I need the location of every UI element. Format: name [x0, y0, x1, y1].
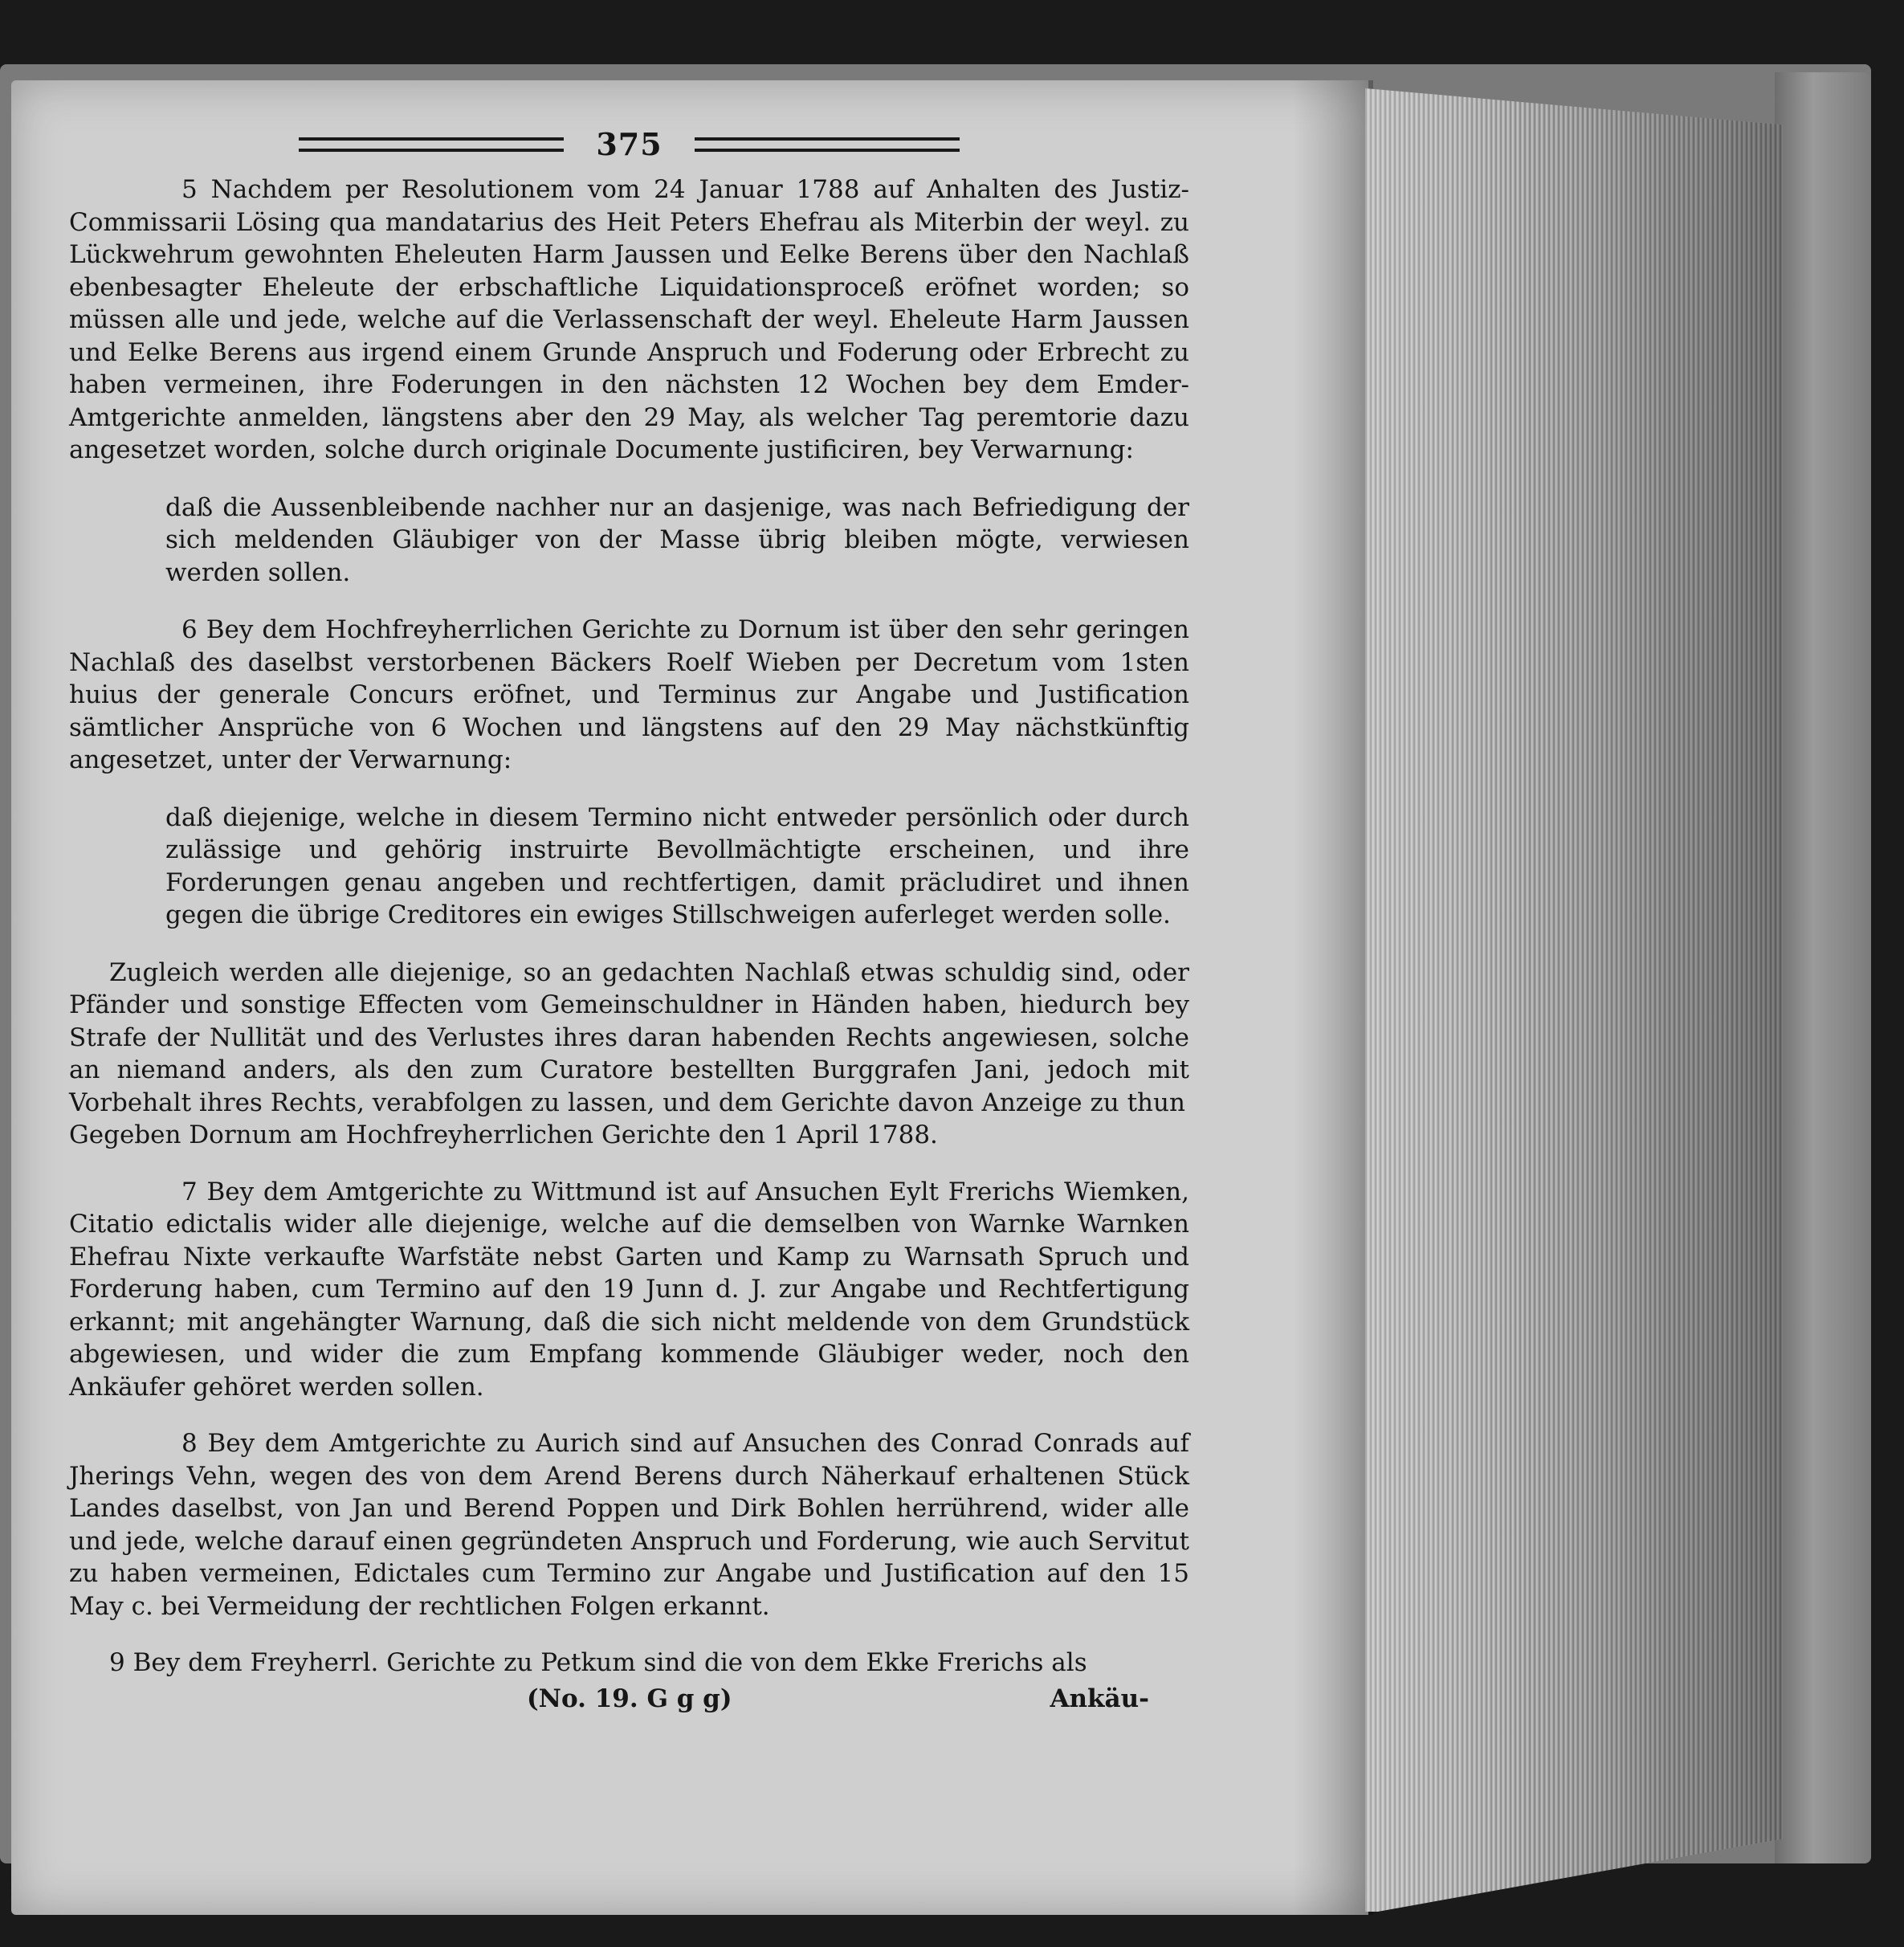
catchword: Ankäu- [1050, 1684, 1149, 1713]
gutter-shadow [1293, 80, 1373, 1915]
page-text-block [69, 120, 1189, 1715]
page-footer [69, 1683, 1189, 1716]
header-rule-left [299, 137, 564, 152]
notice-8-body: 8 Bey dem Amtgerichte zu Aurich sind auf Ansuchen des Conrad Conrads auf Jherings Vehn, wegen des von dem Arend Berens durch Näherkauf erhaltenen Stück Landes daselbst, von Jan und Berend Poppen und Dirk Bohlen herrührend, wider alle und jede, welche darauf einen gegründeten Anspruch und Forderung, wie auch Servitut zu haben vermeinen, Edictales cum Termino zur Angabe und Justification auf den 15 May c. bei Vermeidung der rechtlichen Folgen erkannt. [69, 1429, 1189, 1621]
header-rule-right [695, 137, 960, 152]
book-cover-edge [1775, 72, 1871, 1863]
page-header [69, 120, 1189, 169]
notice-5-warning: daß die Aussenbleibende nachher nur an dasjenige, was nach Befriedigung der sich meldenden Gläubiger von der Masse übrig bleiben mögte, verwiesen werden sollen. [165, 492, 1189, 587]
notice-6-warning: daß diejenige, welche in diesem Termino nicht entweder persönlich oder durch zulässige und gehörig instruirte Bevollmächtigte erscheinen, und ihre Forderungen genau angeben und rechtfertigen, damit präcludiret und ihnen gegen die übrige Creditores ein ewiges Stillschweigen auferleget werden solle. [165, 802, 1189, 929]
notice-6-closing: Gegeben Dornum am Hochfreyherrlichen Gerichte den 1 April 1788. [69, 1120, 938, 1149]
notice-5-body: 5 Nachdem per Resolutionem vom 24 Januar 1788 auf Anhalten des Justiz-Commissarii Lösing qua mandatarius des Heit Peters Ehefrau als Miterbin der weyl. zu Lückwehrum gewohnten Eheleuten Harm Jaussen und Eelke Berens über den Nachlaß ebenbesagter Eheleute der erbschaftliche Liquidationsproceß eröfnet worden; so müssen alle und jede, welche auf die Verlassenschaft der weyl. Eheleute Harm Jaussen und Eelke Berens aus irgend einem Grunde Anspruch und Foderung oder Erbrecht zu haben vermeinen, ihre Foderungen in den nächsten 12 Wochen bey dem Emder-Amtgerichte anmelden, längstens aber den 29 May, als welcher Tag peremtorie dazu angesetzet worden, solche durch originale Documente justificiren, bey Verwarnung: [69, 175, 1189, 464]
notice-6-addendum: Zugleich werden alle diejenige, so an gedachten Nachlaß etwas schuldig sind, oder Pfänder und sonstige Effecten vom Gemeinschuldner in Händen haben, hiedurch bey Strafe der Nullität und des Verlustes ihres daran habenden Rechts angewiesen, solche an niemand anders, als den zum Curatore bestellten Burggrafen Jani, jedoch mit Vorbehalt ihres Rechts, verabfolgen zu lassen, und dem Gerichte davon Anzeige zu thun [69, 957, 1189, 1117]
notice-9-body: 9 Bey dem Freyherrl. Gerichte zu Petkum sind die von dem Ekke Frerichs als [109, 1648, 1087, 1677]
notice-6-body: 6 Bey dem Hochfreyherrlichen Gerichte zu Dornum ist über den sehr geringen Nachlaß des daselbst verstorbenen Bäckers Roelf Wieben per Decretum vom 1sten huius der generale Concurs eröfnet, und Terminus zur Angabe und Justification sämtlicher Ansprüche von 6 Wochen und längstens auf den 29 May nächstkünftig angesetzet, unter der Verwarnung: [69, 615, 1189, 774]
page-number: 375 [596, 125, 663, 162]
notice-7-body: 7 Bey dem Amtgerichte zu Wittmund ist auf Ansuchen Eylt Frerichs Wiemken, Citatio edictalis wider alle diejenige, welche auf die demselben von Warnke Warnken Ehefrau Nixte verkaufte Warfstäte nebst Garten und Kamp zu Warnsath Spruch und Forderung haben, cum Termino auf den 19 Junn d. J. zur Angabe und Rechtfertigung erkannt; mit angehängter Warnung, daß die sich nicht meldende von dem Grundstück abgewiesen, und wider die zum Empfang kommende Gläubiger weder, noch den Ankäufer gehöret werden sollen. [69, 1177, 1189, 1402]
page-fore-edge-shade [1365, 88, 1783, 1912]
signature-mark: (No. 19. G g g) [527, 1684, 732, 1713]
